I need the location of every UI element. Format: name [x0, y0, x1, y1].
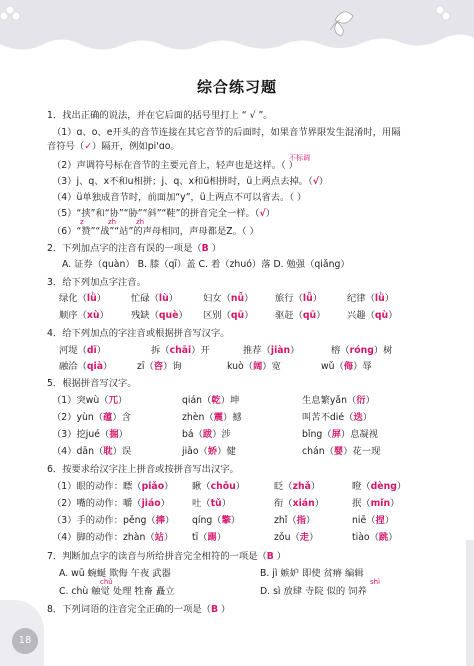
q7-option-b: B. jì 嫉妒 即使 贫瘠 编辑	[260, 568, 364, 579]
q4-r2-c4: wǔ（侮）辱	[321, 361, 372, 372]
q1-pin-z: z	[80, 218, 84, 226]
page-title: 综合练习题	[196, 78, 277, 96]
q2-answer: B	[201, 243, 209, 254]
q1-item5-text: （5）“挟”和“协”“胁”“斜”“鞋”的拼音完全一样。（	[52, 208, 260, 219]
q3-stem: 3．给下列加点字注音。	[47, 277, 146, 288]
q7-option-a: A. wū 蜿蜒 欺侮 午夜 武器	[59, 568, 171, 579]
q3-r1-c3: 妇女（nǚ）	[203, 293, 254, 304]
q3-r1-c2: 忙碌（lù）	[131, 293, 179, 304]
q3-r2-c4: 驱赶（qū）	[275, 310, 326, 321]
q8-stem: 8．下列词语的注音完全正确的一项是（B ）	[47, 604, 231, 615]
q8-answer: B	[210, 604, 219, 615]
q4-r2-c1: 融洽（qià）	[59, 361, 113, 372]
q1-item1-line2	[47, 141, 180, 153]
q7-note-chu: chǔ	[100, 578, 113, 586]
q3-r2-c5: 兴趣（qù）	[347, 310, 398, 321]
q3-r1-c5: 纪律（lǜ）	[347, 293, 395, 304]
q2-options: A. 证券（quàn） B. 膝（qī）盖 C. 着（zhuó）落 D. 勉强（qiǎng）	[62, 259, 350, 270]
q3-r2-c1: 顺序（xù）	[59, 310, 109, 321]
q1-item3: （3）j、q、x不和u相拼；j、q、x和ü相拼时，ü上两点去掉。（√）	[52, 176, 329, 187]
q7-answer: B	[266, 551, 274, 562]
q4-r1-c3: 推荐（jiàn）	[243, 345, 300, 356]
q7-option-d: D. sì 放肆 寺院 似的 饲养	[260, 586, 367, 597]
q7-option-c: C. chù 触觉 处理 牲畜 矗立	[59, 586, 175, 597]
q1-item1-pre: 音符号（	[47, 141, 85, 152]
q4-r1-c1: 河堤（dī）	[59, 345, 107, 356]
q4-r2-c2: zī（咨）询	[137, 361, 182, 372]
q1-pin-zh2: zh	[136, 218, 145, 226]
q1-item2: （2）声调符号标在音节的主要元音上，轻声也是这样。（ ）	[52, 160, 298, 171]
q1-item1-post: ）隔开，例如pi'ɑo。	[92, 141, 180, 152]
q1-item6: （6）“赞”“战”“站”的声母相同，声母都是Z。（ ）	[52, 226, 259, 237]
q4-stem: 4．给下列加点的字注音或根据拼音写汉字。	[47, 328, 230, 339]
q1-stem: 1．找出正确的说法，并在它后面的括号里打上 “ √ ”。	[47, 110, 273, 121]
page-number: 18	[12, 628, 38, 654]
q3-r1-c1: 绿化（lǜ）	[59, 293, 107, 304]
q5-stem: 5．根据拼音写汉字。	[47, 378, 137, 389]
q7-stem: 7．判断加点字的读音与所给拼音完全相符的一项是（B ）	[47, 551, 287, 562]
worksheet-page: 综合练习题 1．找出正确的说法，并在它后面的括号里打上 “ √ ”。 （1）ɑ、o、e开头的音节连接在其它音节的后面时，如果音节界限发生混淆时，用隔 音符号（✓）隔开，例如pi'ɑo。 不标调 （2）声调符号标在音节的主要元音上，轻声也是这样。（ ） （3）j、q、x不和u相拼；j、q、x和ü相拼时，ü上两点去掉。（√） （4）ü单独成音节时，前面加“y”，ü上两点不可以省去。（ ） （5）“挟”和“协”“胁”“斜”“鞋”的拼音完全一样。（√） z zh zh （6）“赞”“战”“站”的声母相同，声母都是Z。（ ） 2．下列加点字的注音有误的一项是（B ） A. 证券（quàn） B. 膝（qī）盖 C. 着（zhuó）落 D. 勉强（qiǎng） 3．给下列加点字注音。 绿化（lǜ） 忙碌（lù） 妇女（nǚ） 旅行（lǚ） 纪律（lǜ） 顺序（xù） 残缺（què） 区别（qū） 驱赶（qū） 兴趣（qù） 4．给下列加点的字注音或根据拼音写汉字。 河堤（dī） 拆（chāi）开 推荐（jiàn） 榕（róng）树 融洽（qià） zī（咨）询 kuò（阔）宽 wǔ（侮）辱 5．根据拼音写汉字。 （1）突wù（兀） qián（乾）坤 生息繁yǎn（衍） （2）yùn（蕴）含 zhèn（震）撼 叫苦不dié（迭） （3）挖jué（掘） bá（跋）涉 bǐng（屏）息凝视 （4）dān（耽）误 jiāo（娇）健 chán（婴）花一现 6．按要求给汉字注上拼音或按拼音写出汉字。 （1）眼的动作：瞟（piǎo） 瞅（chǒu） 眨（zhǎ） 瞪（dèng） （2）嘴的动作：嚼（jiáo） 吐（tǔ） 衔（xián） 抿（mǐn） （3）手的动作：pěng（捧） qíng（擎） zhǐ（指） niē（捏） （4）脚的动作：zhàn（站） tī（踢） zǒu（走） tiào（跳） 7．判断加点字的读音与所给拼音完全相符的一项是（B ） A. wū 蜿蜒 欺侮 午夜 武器 B. jì 嫉妒 即使 贫瘠 编辑 chǔ shì C. chù 触觉 处理 牲畜 矗立 D. sì 放肆 寺院 似的 饲养 8．下列词语的注音完全正确的一项是（B ） 18	[0, 0, 474, 666]
header-decoration	[0, 0, 474, 60]
q1-item2-note: 不标调	[289, 154, 310, 162]
q1-item5: （5）“挟”和“协”“胁”“斜”“鞋”的拼音完全一样。（√）	[52, 208, 275, 219]
q3-r1-c4: 旅行（lǚ）	[275, 293, 323, 304]
q4-r2-c3: kuò（阔）宽	[227, 361, 281, 372]
q1-pin-zh1: zh	[108, 218, 117, 226]
q7-note-shi: shì	[370, 578, 381, 586]
q1-item3-text: （3）j、q、x不和u相拼；j、q、x和ü相拼时，ü上两点去掉。（	[52, 176, 313, 187]
q1-item4: （4）ü单独成音节时，前面加“y”，ü上两点不可以省去。（ ）	[52, 192, 307, 203]
q3-r2-c3: 区别（qū）	[203, 310, 254, 321]
q4-r1-c2: 拆（chāi）开	[151, 345, 210, 356]
q1-item1-answer: ✓	[84, 141, 92, 152]
q1-item5-answer: √	[259, 208, 266, 219]
right-edge-decoration	[466, 540, 474, 666]
q2-stem-text: 2．下列加点字的注音有误的一项是（	[47, 243, 202, 254]
q3-r2-c2: 残缺（què）	[131, 310, 188, 321]
q7-stem-text: 7．判断加点字的读音与所给拼音完全相符的一项是（	[47, 551, 267, 562]
q8-stem-text: 8．下列词语的注音完全正确的一项是（	[47, 604, 211, 615]
q6-stem: 6．按要求给汉字注上拼音或按拼音写出汉字。	[47, 464, 239, 475]
q4-r1-c4: 榕（róng）树	[331, 345, 393, 356]
q1-item3-answer: √	[312, 176, 319, 187]
q2-stem: 2．下列加点字的注音有误的一项是（B ）	[47, 243, 222, 254]
q1-item1-line1: （1）ɑ、o、e开头的音节连接在其它音节的后面时，如果音节界限发生混淆时，用隔	[52, 127, 401, 138]
